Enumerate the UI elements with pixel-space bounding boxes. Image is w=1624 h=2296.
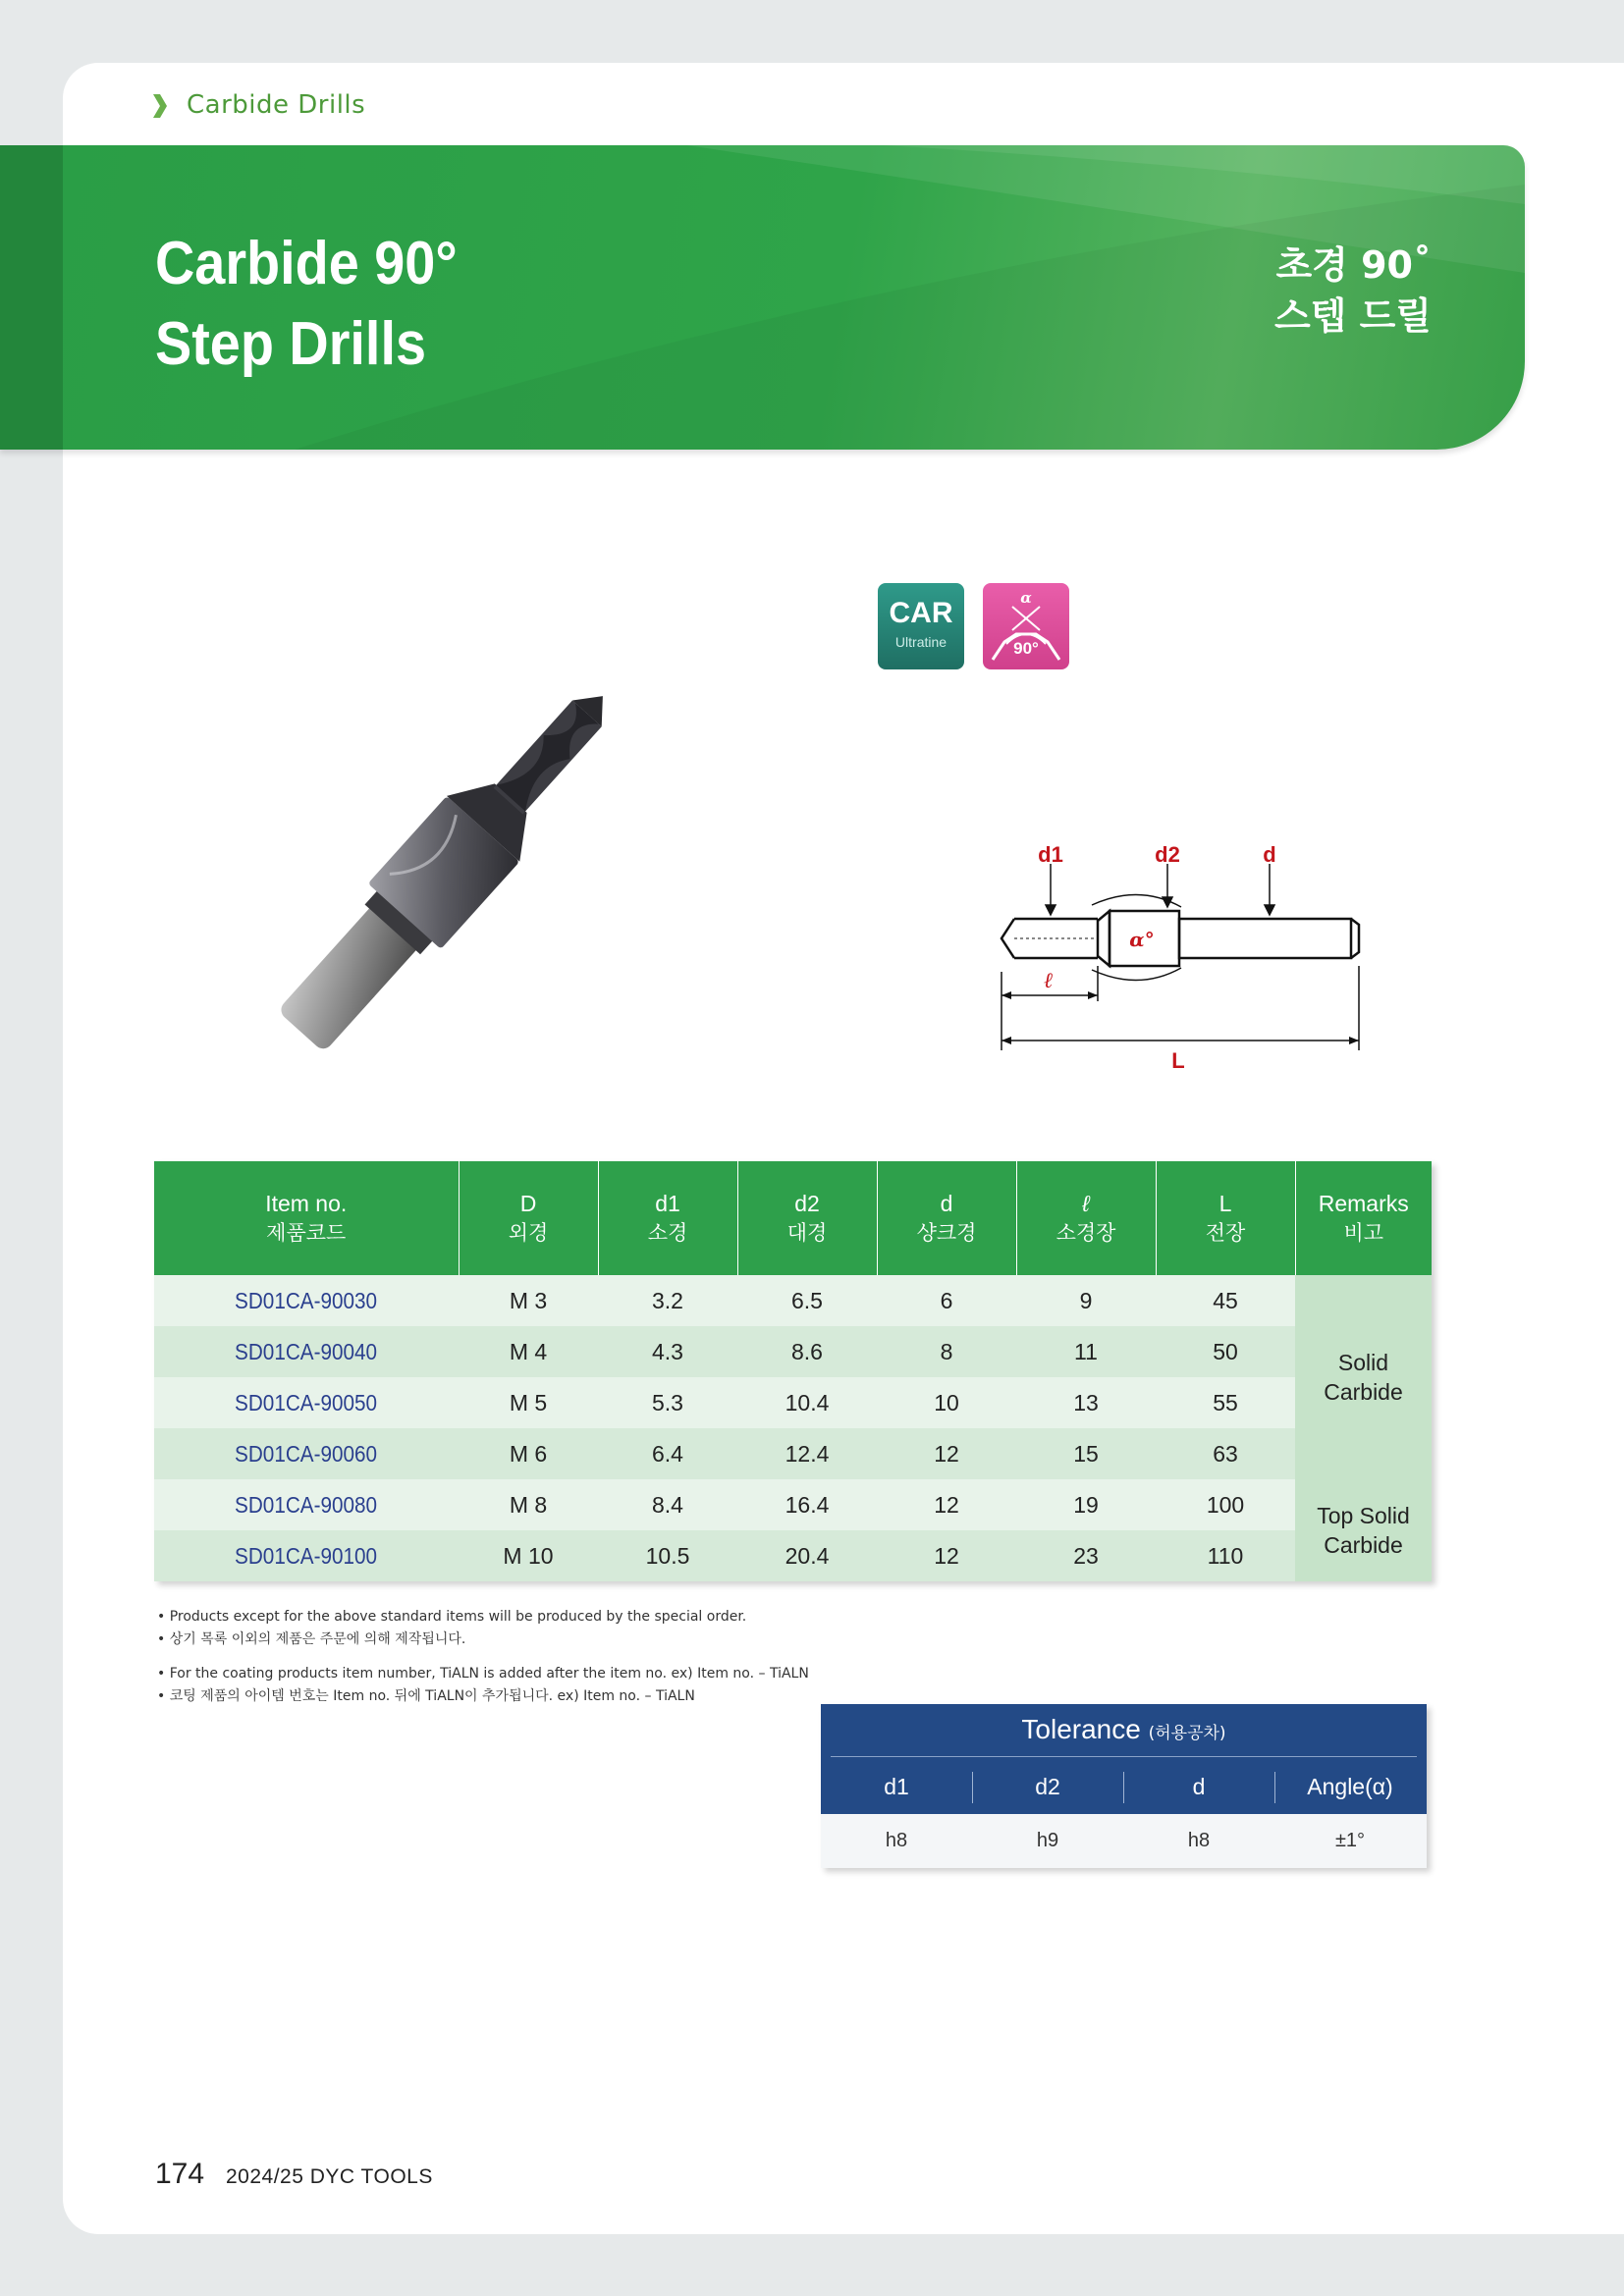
col-header-d1: d1 소경 (598, 1161, 737, 1275)
dim-label-d: d (1263, 844, 1276, 867)
tolerance-divider (831, 1756, 1417, 1757)
note-special-order-ko: • 상기 목록 이외의 제품은 주문에 의해 제작됩니다. (157, 1631, 466, 1647)
drill-product-image (245, 667, 658, 1060)
cell-d2: 8.6 (737, 1326, 877, 1377)
tolerance-title: Tolerance (허용공차) (1021, 1714, 1226, 1744)
cell-d: 12 (877, 1479, 1016, 1530)
section-arrow-icon (153, 94, 169, 118)
col-header-d: d 샹크경 (877, 1161, 1016, 1275)
cell-L: 45 (1156, 1275, 1295, 1326)
cell-d1: 3.2 (598, 1275, 737, 1326)
dim-label-d1: d1 (1038, 844, 1063, 867)
cell-d: 12 (877, 1530, 1016, 1581)
remarks-top-solid-carbide: Top Solid Carbide (1295, 1479, 1432, 1581)
angle-badge-alpha: α (1020, 589, 1032, 607)
table-row (154, 1428, 1432, 1479)
cell-d1: 5.3 (598, 1377, 737, 1428)
cell-L: 63 (1156, 1428, 1295, 1479)
cell-l: 19 (1016, 1479, 1156, 1530)
table-row (154, 1377, 1432, 1428)
cell-L: 50 (1156, 1326, 1295, 1377)
car-badge-label: CAR (889, 597, 953, 629)
tol-header-d1: d1 (884, 1774, 909, 1799)
section-label: Carbide Drills (187, 90, 366, 120)
table-row (154, 1275, 1432, 1326)
dim-label-alpha: α° (1129, 928, 1155, 951)
spec-table (154, 1161, 1432, 1581)
footer-catalog: 2024/25 DYC TOOLS (226, 2165, 433, 2188)
tol-header-d2: d2 (1035, 1774, 1060, 1799)
item-code: SD01CA-90100 (154, 1530, 459, 1581)
tol-value-d1: h8 (885, 1830, 908, 1851)
item-code: SD01CA-90040 (154, 1326, 459, 1377)
cell-l: 23 (1016, 1530, 1156, 1581)
cell-d: 10 (877, 1377, 1016, 1428)
col-header-d2: d2 대경 (737, 1161, 877, 1275)
title-ko-line-1: 초경 90˚ (1275, 243, 1432, 287)
car-ultratine-badge (878, 583, 964, 669)
cell-D: M 4 (459, 1326, 598, 1377)
dim-label-l: ℓ (1044, 968, 1054, 993)
table-row (154, 1326, 1432, 1377)
title-line-2: Step Drills (155, 310, 426, 378)
col-header-remarks: Remarks 비고 (1295, 1161, 1432, 1275)
item-code: SD01CA-90030 (154, 1275, 459, 1326)
tol-header-angle: Angle(α) (1307, 1774, 1393, 1799)
cell-d2: 10.4 (737, 1377, 877, 1428)
cell-d: 8 (877, 1326, 1016, 1377)
remarks-solid-carbide: Solid Carbide (1295, 1275, 1432, 1479)
cell-l: 15 (1016, 1428, 1156, 1479)
cell-l: 13 (1016, 1377, 1156, 1428)
banner-strip (0, 145, 63, 450)
cell-D: M 5 (459, 1377, 598, 1428)
item-code: SD01CA-90080 (154, 1479, 459, 1530)
cell-L: 100 (1156, 1479, 1295, 1530)
title-line-1: Carbide 90° (155, 230, 458, 297)
cell-L: 110 (1156, 1530, 1295, 1581)
cell-d2: 6.5 (737, 1275, 877, 1326)
note-coating-en: • For the coating products item number, TiALN is added after the item no. ex) Item no. – TiALN (157, 1666, 809, 1682)
page-title-korean (1274, 240, 1432, 342)
cell-d1: 6.4 (598, 1428, 737, 1479)
note-special-order-en: • Products except for the above standard items will be produced by the special order. (157, 1609, 747, 1625)
cell-d2: 20.4 (737, 1530, 877, 1581)
cell-D: M 10 (459, 1530, 598, 1581)
cell-D: M 6 (459, 1428, 598, 1479)
table-header-row (154, 1161, 1432, 1275)
dim-label-d2: d2 (1155, 844, 1180, 867)
tol-header-d: d (1192, 1774, 1206, 1799)
item-code: SD01CA-90060 (154, 1428, 459, 1479)
cell-d: 12 (877, 1428, 1016, 1479)
tolerance-table (821, 1704, 1427, 1868)
angle-icon (983, 583, 1069, 669)
cell-d1: 8.4 (598, 1479, 737, 1530)
page-number: 174 (155, 2158, 205, 2190)
col-header-item: Item no. 제품코드 (154, 1161, 459, 1275)
dimension-drawing (982, 844, 1394, 1080)
col-header-l: ℓ 소경장 (1016, 1161, 1156, 1275)
col-header-D: D 외경 (459, 1161, 598, 1275)
cell-L: 55 (1156, 1377, 1295, 1428)
cell-l: 11 (1016, 1326, 1156, 1377)
cell-d1: 10.5 (598, 1530, 737, 1581)
tol-value-d2: h9 (1036, 1830, 1059, 1851)
tol-value-d: h8 (1187, 1830, 1211, 1851)
dim-label-L: L (1171, 1048, 1185, 1073)
page-title (155, 224, 458, 385)
cell-d1: 4.3 (598, 1326, 737, 1377)
angle-badge-value: 90° (1013, 639, 1039, 658)
table-row (154, 1530, 1432, 1581)
cell-l: 9 (1016, 1275, 1156, 1326)
col-header-L: L 전장 (1156, 1161, 1295, 1275)
cell-D: M 8 (459, 1479, 598, 1530)
cell-d: 6 (877, 1275, 1016, 1326)
title-ko-line-2: 스텝 드릴 (1273, 294, 1432, 338)
cell-d2: 12.4 (737, 1428, 877, 1479)
notes (157, 1606, 809, 1708)
cell-d2: 16.4 (737, 1479, 877, 1530)
tol-value-angle: ±1° (1334, 1830, 1366, 1851)
car-badge-sublabel: Ultratine (894, 634, 947, 650)
cell-D: M 3 (459, 1275, 598, 1326)
table-row (154, 1479, 1432, 1530)
item-code: SD01CA-90050 (154, 1377, 459, 1428)
note-coating-ko: • 코팅 제품의 아이템 번호는 Item no. 뒤에 TiALN이 추가됩니다. ex) Item no. – TiALN (157, 1688, 695, 1704)
angle-90-badge (983, 583, 1069, 669)
